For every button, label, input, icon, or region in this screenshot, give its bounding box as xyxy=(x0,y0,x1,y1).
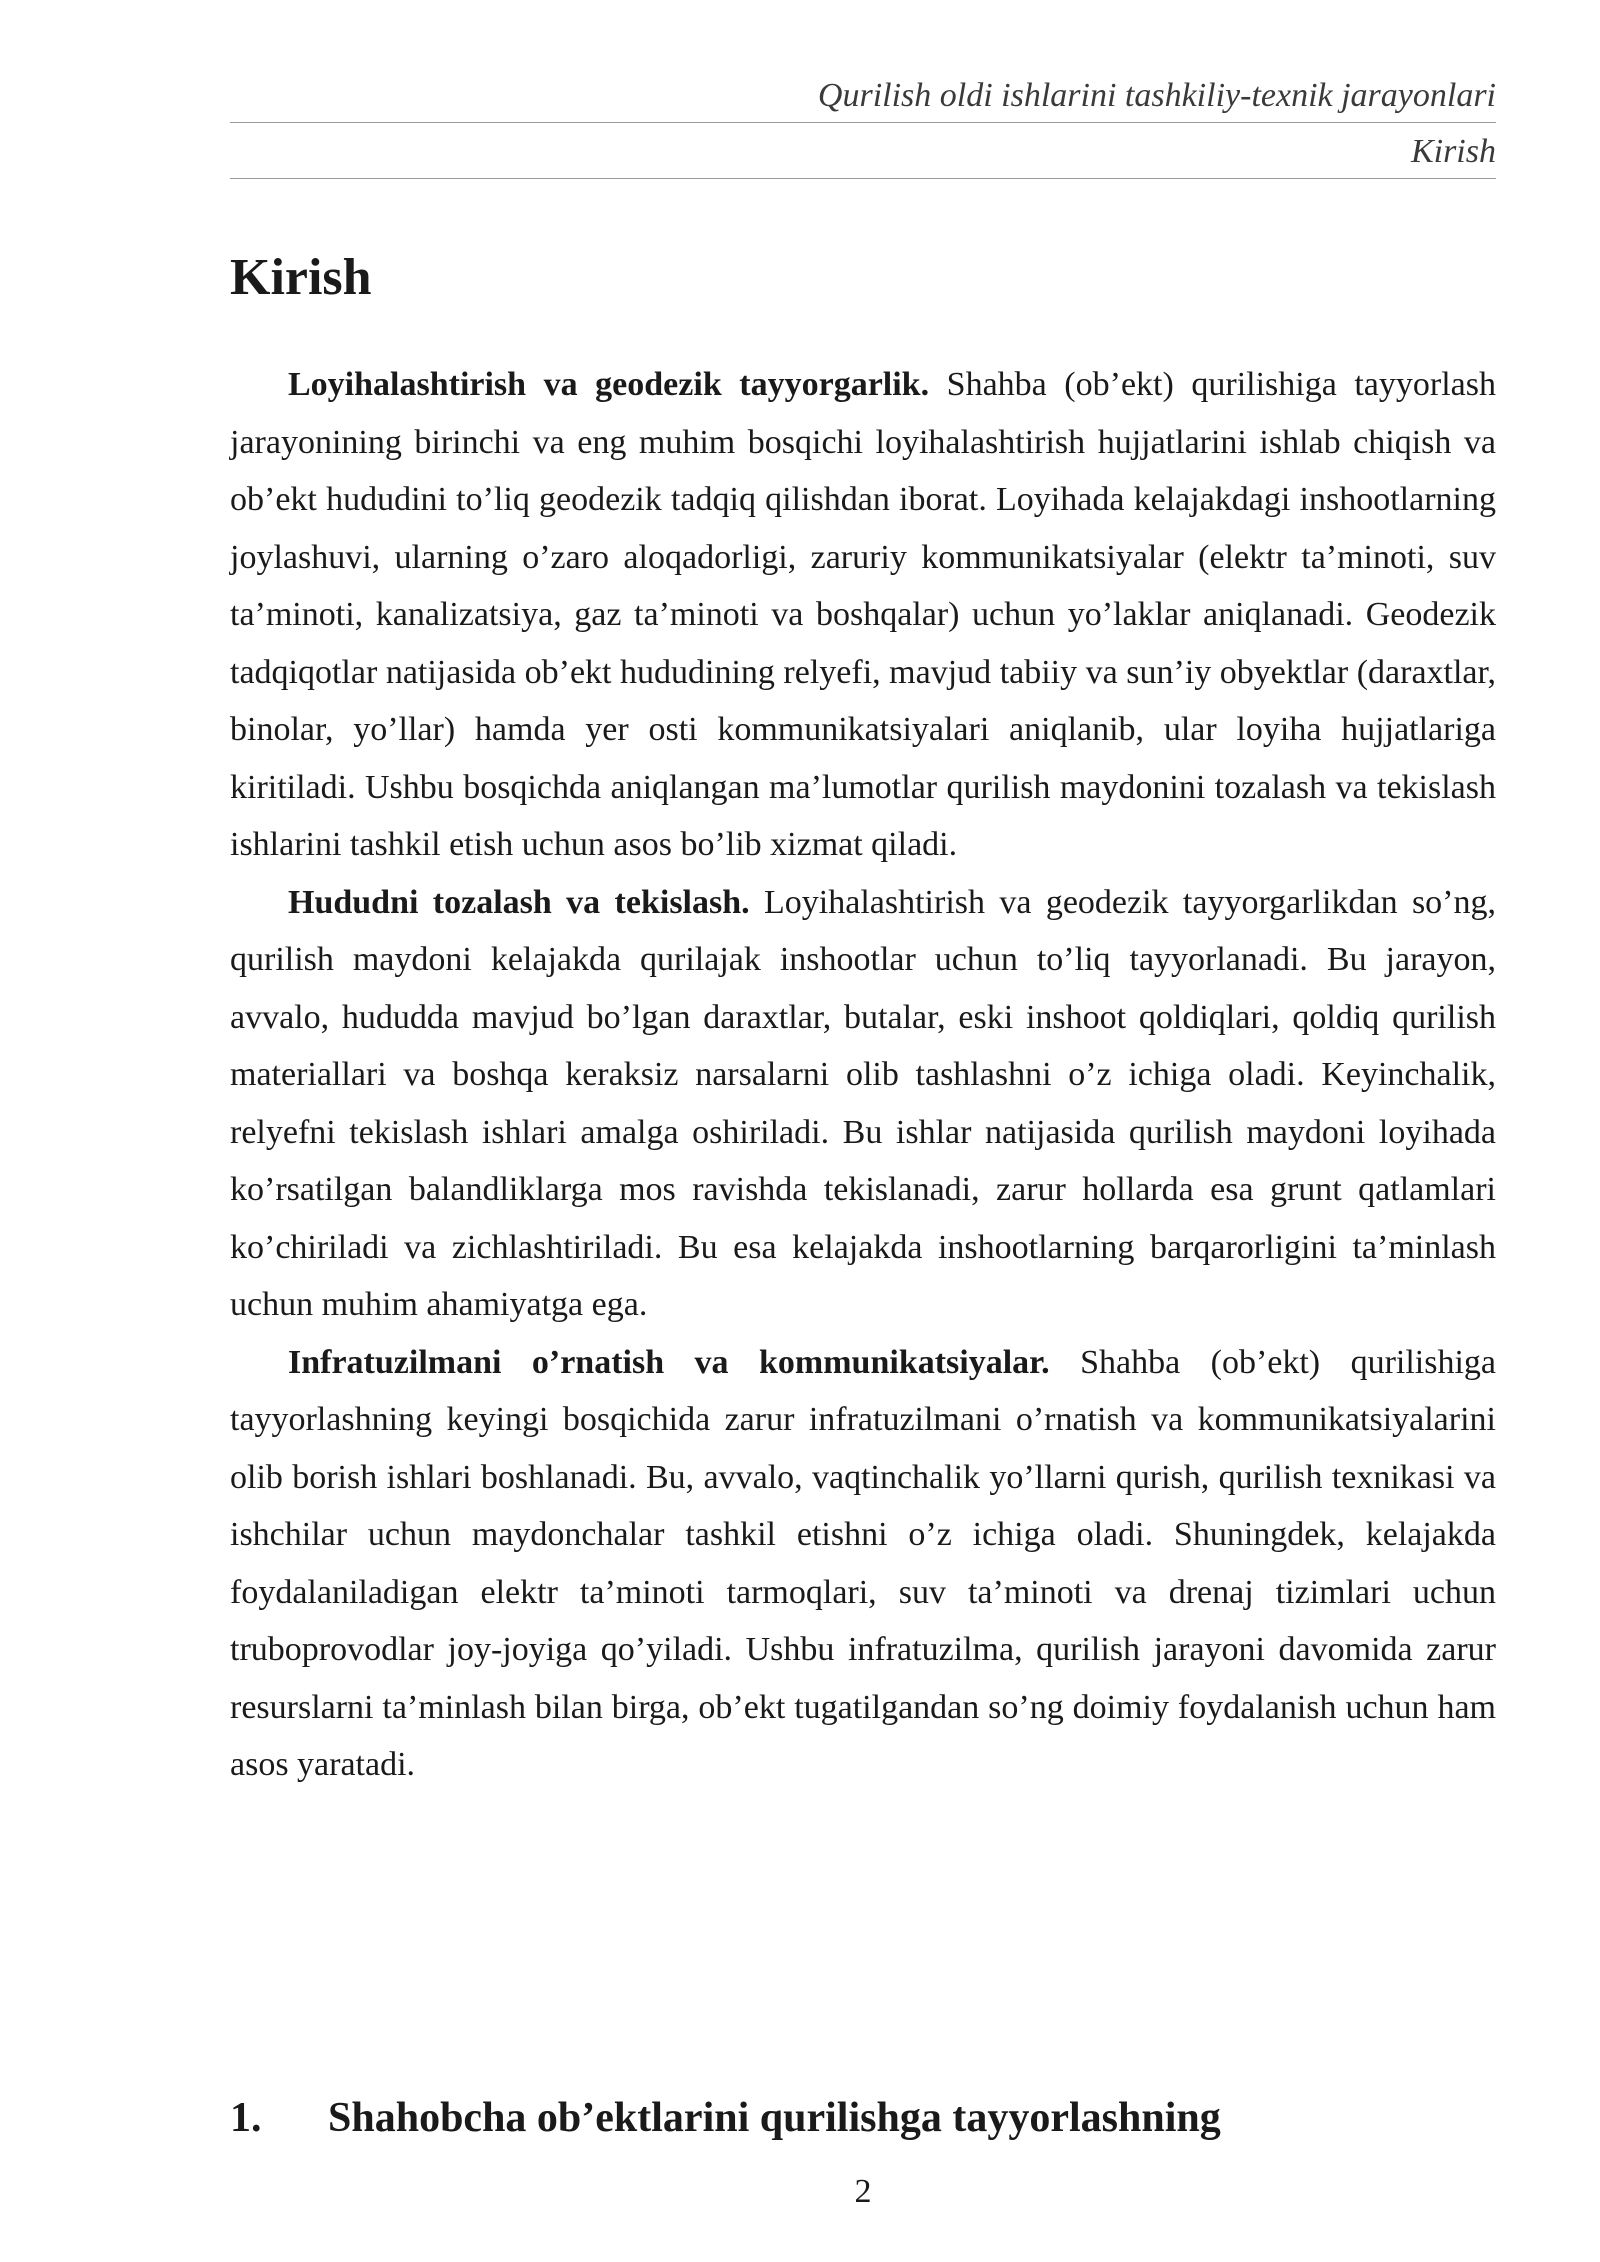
header-rule-top xyxy=(230,122,1496,123)
chapter-title: Kirish xyxy=(230,249,372,306)
paragraph-lead: Loyihalashtirish va geodezik tayyorgarlik. xyxy=(288,366,930,403)
running-header-document-title: Qurilish oldi ishlarini tashkiliy-texnik jarayonlari xyxy=(817,77,1496,114)
section-number: 1. xyxy=(230,2095,262,2141)
section-title: Shahobcha ob’ektlarini qurilishga tayyorlashning xyxy=(328,2095,1221,2141)
paragraph-text: Loyihalashtirish va geodezik tayyorgarlikdan so’ng, qurilish maydoni kelajakda qurilajak inshootlar uchun to’liq tayyorlanadi. Bu jarayon, avvalo, hududda mavjud bo’lgan daraxtlar, butalar, eski inshoot qoldiqlari, qoldiq qurilish materiallari va boshqa keraksiz narsalarni olib tashlashni o’z ichiga oladi. Keyinchalik, relyefni tekislash ishlari amalga oshiriladi. Bu ishlar natijasida qurilish maydoni loyihada ko’rsatilgan balandliklarga mos ravishda tekislanadi, zarur hollarda esa grunt qatlamlari ko’chiriladi va zichlashtiriladi. Bu esa kelajakda inshootlarning barqarorligini ta’minlash uchun muhim ahamiyatga ega. xyxy=(230,883,1496,1323)
paragraph-lead: Hududni tozalash va tekislash. xyxy=(288,883,750,921)
body-text xyxy=(230,356,1496,1794)
paragraph-geodetic-preparation xyxy=(230,356,1496,874)
header-rule-bottom xyxy=(230,178,1496,179)
document-page xyxy=(230,0,1496,2262)
paragraph-text: Shahba (ob’ekt) qurilishiga tayyorlash jarayonining birinchi va eng muhim bosqichi loyihalashtirish hujjatlarini ishlab chiqish va ob’ekt hududini to’liq geodezik tadqiq qilishdan iborat. Loyihada kelajakdagi inshootlarning joylashuvi, ularning o’zaro aloqadorligi, zaruriy kommunikatsiyalar (elektr ta’minoti, suv ta’minoti, kanalizatsiya, gaz ta’minoti va boshqalar) uchun yo’laklar aniqlanadi. Geodezik tadqiqotlar natijasida ob’ekt hududining relyefi, mavjud tabiiy va sun’iy obyektlar (daraxtlar, binolar, yo’llar) hamda yer osti kommunikatsiyalari aniqlanib, ular loyiha hujjatlariga kiritiladi. Ushbu bosqichda aniqlangan ma’lumotlar qurilish maydonini tozalash va tekislash ishlarini tashkil etish uchun asos bo’lib xizmat qiladi. xyxy=(230,366,1496,863)
paragraph-text: Shahba (ob’ekt) qurilishiga tayyorlashning keyingi bosqichida zarur infratuzilmani o’rnatish va kommunikatsiyalarini olib borish ishlari boshlanadi. Bu, avvalo, vaqtinchalik yo’llarni qurish, qurilish texnikasi va ishchilar uchun maydonchalar tashkil etishni o’z ichiga oladi. Shuningdek, kelajakda foydalaniladigan elektr ta’minoti tarmoqlari, suv ta’minoti va drenaj tizimlari uchun truboprovodlar joy-joyiga qo’yiladi. Ushbu infratuzilma, qurilish jarayoni davomida zarur resurslarni ta’minlash bilan birga, ob’ekt tugatilgandan so’ng doimiy foydalanish uchun ham asos yaratadi. xyxy=(230,1343,1497,1783)
page-number: 2 xyxy=(854,2173,872,2210)
section-heading xyxy=(230,2090,1496,2146)
paragraph-lead: Infratuzilmani o’rnatish va kommunikatsiyalar. xyxy=(288,1343,1050,1381)
paragraph-infrastructure xyxy=(230,1334,1496,1794)
running-header-section-title: Kirish xyxy=(1410,133,1496,170)
paragraph-site-clearing xyxy=(230,874,1496,1334)
